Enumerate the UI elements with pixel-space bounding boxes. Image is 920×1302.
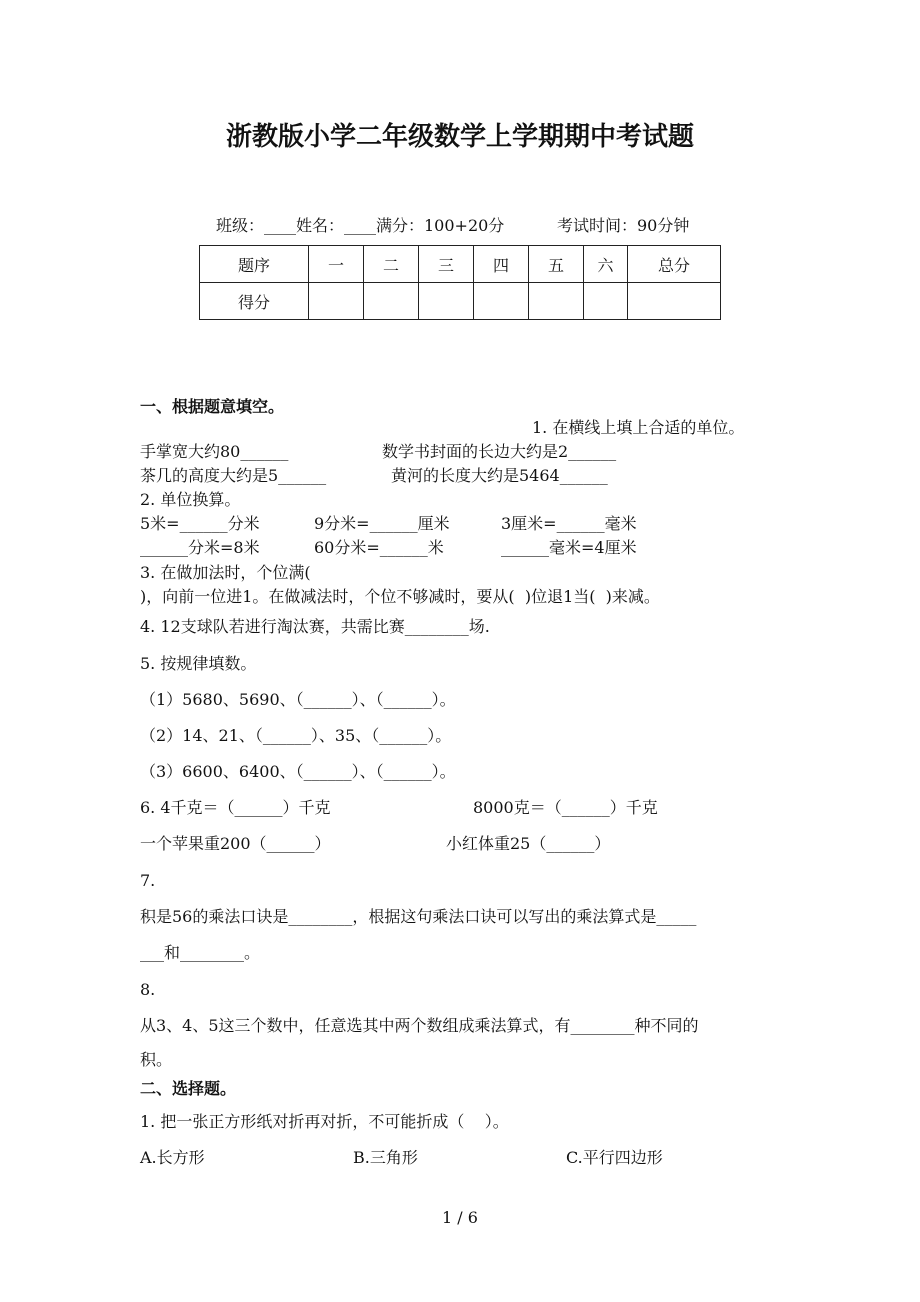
q3-line2: )，向前一位进1。在做减法时，个位不够减时，要从( )位退1当( )来减。 [140,587,660,606]
q7-number: 7. [140,871,156,890]
q6-item-c: 一个苹果重200（______） [140,834,331,853]
q1-item-b: 数学书封面的长边大约是2______ [382,442,617,461]
score-header-cell: 一 [309,246,364,283]
exam-time: 考试时间：90分钟 [557,216,690,235]
q2-item-d: ______分米=8米 [140,538,260,557]
q6-item-d: 小红体重25（______） [446,834,611,853]
score-header-cell: 六 [584,246,628,283]
q8-number: 8. [140,980,156,999]
score-cell[interactable] [628,283,721,320]
score-cell[interactable] [474,283,529,320]
s2-q1-option-b: B.三角形 [353,1148,418,1167]
class-name-score-line: 班级：____姓名：____满分：100+20分 [216,216,505,235]
score-header-cell: 五 [529,246,584,283]
q2-item-c: 3厘米=______毫米 [501,514,637,533]
q8-line1: 从3、4、5这三个数中，任意选其中两个数组成乘法算式，有________种不同的 [140,1016,699,1035]
section1-heading: 一、根据题意填空。 [140,397,285,416]
score-header-cell: 总分 [628,246,721,283]
q7-line1: 积是56的乘法口诀是________，根据这句乘法口诀可以写出的乘法算式是_____ [140,907,697,926]
q6-item-a: 6. 4千克＝（______）千克 [140,798,331,817]
score-cell[interactable] [529,283,584,320]
q5-stem: 5. 按规律填数。 [140,654,257,673]
q1-item-d: 黄河的长度大约是5464______ [391,466,608,485]
score-table [199,245,721,320]
score-cell[interactable] [309,283,364,320]
q2-item-a: 5米=______分米 [140,514,260,533]
q4: 4. 12支球队若进行淘汰赛，共需比赛________场. [140,617,490,636]
q7-line2: ___和________。 [140,943,261,962]
q1-item-c: 茶几的高度大约是5______ [140,466,327,485]
q5-item-2: （2）14、21、（______）、35、（______）。 [140,726,452,745]
score-cell[interactable] [364,283,419,320]
s2-q1-option-a: A.长方形 [140,1148,205,1167]
score-table-header-row [200,246,721,283]
q5-item-3: （3）6600、6400、（______）、（______）。 [140,762,456,781]
score-header-cell: 四 [474,246,529,283]
q6-item-b: 8000克＝（______）千克 [473,798,658,817]
q2-item-e: 60分米=______米 [314,538,444,557]
score-cell[interactable] [584,283,628,320]
q1-stem: 1. 在横线上填上合适的单位。 [532,418,745,437]
score-header-cell: 题序 [200,246,309,283]
score-cell[interactable] [419,283,474,320]
q2-item-f: ______毫米=4厘米 [501,538,637,557]
q1-item-a: 手掌宽大约80______ [140,442,289,461]
s2-q1-stem: 1. 把一张正方形纸对折再对折，不可能折成（ ）。 [140,1112,509,1131]
q5-item-1: （1）5680、5690、（______）、（______）。 [140,690,456,709]
score-row-label: 得分 [200,283,309,320]
score-table-score-row [200,283,721,320]
section2-heading: 二、选择题。 [140,1079,237,1098]
q2-item-b: 9分米=______厘米 [314,514,450,533]
score-header-cell: 三 [419,246,474,283]
q8-line2: 积。 [140,1050,173,1069]
s2-q1-option-c: C.平行四边形 [566,1148,663,1167]
q3-line1: 3. 在做加法时，个位满( [140,563,311,582]
page-number: 1 / 6 [442,1208,478,1227]
page-title: 浙教版小学二年级数学上学期期中考试题 [225,122,694,152]
q2-stem: 2. 单位换算。 [140,490,241,509]
score-header-cell: 二 [364,246,419,283]
